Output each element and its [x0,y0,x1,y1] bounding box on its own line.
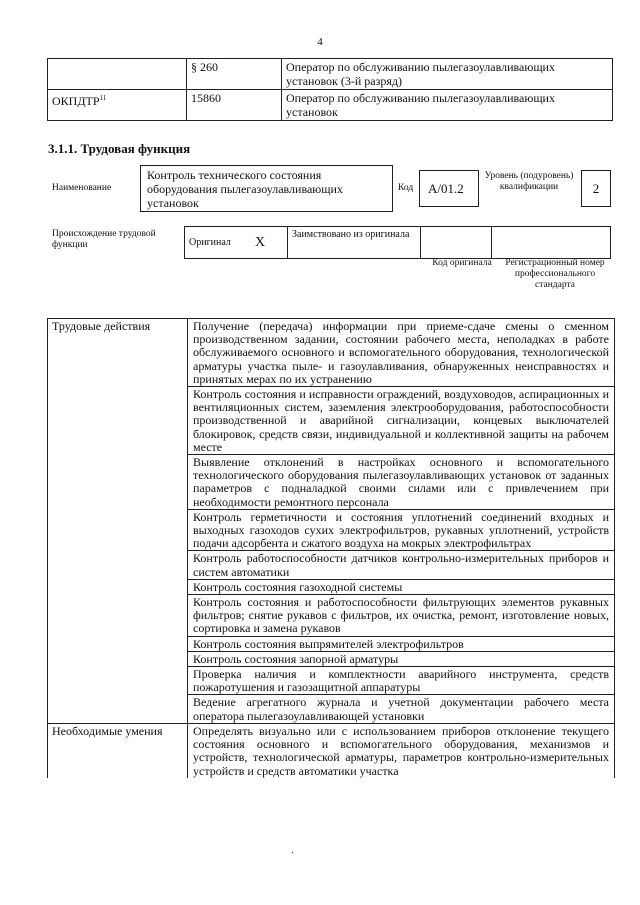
table-cell: Ведение агрегатного журнала и учетной документации рабочего места оператора пылегазоулавливающей установки [188,695,615,723]
table-row [48,319,615,387]
labor-actions-label: Трудовые действия [48,319,188,724]
table-row [185,227,611,259]
table-cell [48,59,187,90]
top-table [47,58,613,121]
table-cell: Оператор по обслуживанию пылегазоулавливающих установок [282,90,613,121]
table-cell: Контроль работоспособности датчиков контрольно-измерительных приборов и систем автоматики [188,551,615,579]
table-cell [48,90,187,121]
table-cell: Контроль состояния выпрямителей электрофильтров [188,636,615,651]
code-value: А/01.2 [419,170,479,207]
table-cell: Получение (передача) информации при приеме-сдаче смены о сменном производственном задании, состоянии рабочего места, неполадках в работе обслуживаемого основного и вспомогательного оборудования, технологической арматуры участка пыле- и газоулавливания, обнаруженных неисправностях и принятых мерах по их устранению [188,319,615,387]
table-row [48,59,613,90]
table-cell: Контроль герметичности и состояния уплотнений соединений входных и выходных газоходов сухих электрофильтров, рукавных уплотнений, устройств подачи адсорбента и сжатого воздуха на мокрых электрофильтрах [188,509,615,551]
origin-label: Происхождение трудовой функции [52,229,156,250]
section-title: 3.1.1. Трудовая функция [48,141,191,156]
function-name: Контроль технического состояния оборудования пылегазоулавливающих установок [140,165,393,212]
table-cell: Проверка наличия и комплектности аварийного инструмента, средств пожаротушения и газозащитной аппаратуры [188,667,615,695]
table-row [48,723,615,777]
table-cell: Выявление отклонений в настройках основного и вспомогательного технологического оборудования пылегазоулавливающих установок от заданных параметров с подналадкой своими силами или с привлечением при необходимости ремонтного персонала [188,455,615,510]
table-cell: Контроль состояния запорной арматуры [188,651,615,666]
original-mark: Х [251,227,288,259]
borrowed-label: Заимствовано из оригинала [288,227,421,259]
name-label: Наименование [52,183,112,193]
code-original-label: Код оригинала [432,258,492,268]
table-cell: Оператор по обслуживанию пылегазоулавливающих установок (3-й разряд) [282,59,613,90]
labor-function-table [47,318,615,778]
table-cell: Контроль состояния газоходной системы [188,579,615,594]
level-label: Уровень (подуровень) квалификации [484,171,574,192]
table-cell: § 260 [187,59,282,90]
code-label: Код [398,183,414,193]
table-cell: Контроль состояния и исправности ограждений, воздуховодов, аспирационных и вентиляционных систем, заземления электрооборудования, работоспособности производственной и аварийной сигнализации, концевых выключателей блокировок, средств связи, индивидуальной и коллективной защиты на рабочем месте [188,387,615,455]
okpdtr-label: ОКПДТР [52,94,100,108]
original-label: Оригинал [185,227,252,259]
level-value: 2 [581,170,611,207]
reg-number-label: Регистрационный номер профессионального стандарта [505,258,605,290]
footnote-mark: 11 [99,94,107,102]
table-cell: Определять визуально или с использованием приборов отклонение текущего состояния основного и вспомогательного оборудования, механизмов и устройств, технологической арматуры, параметров контрольно-измерительных устройств и средств автоматики участка [188,723,615,777]
code-original-cell [421,227,492,259]
page-number: 4 [317,36,323,48]
reg-number-cell [492,227,611,259]
origin-table [184,226,611,259]
footer-mark: · [291,848,295,859]
skills-label: Необходимые умения [48,723,188,777]
table-cell: Контроль состояния и работоспособности фильтрующих элементов рукавных фильтров; снятие рукавов с фильтров, их очистка, ремонт, изготовление новых, сортировка и замена рукавов [188,595,615,637]
table-row [48,90,613,121]
table-cell: 15860 [187,90,282,121]
